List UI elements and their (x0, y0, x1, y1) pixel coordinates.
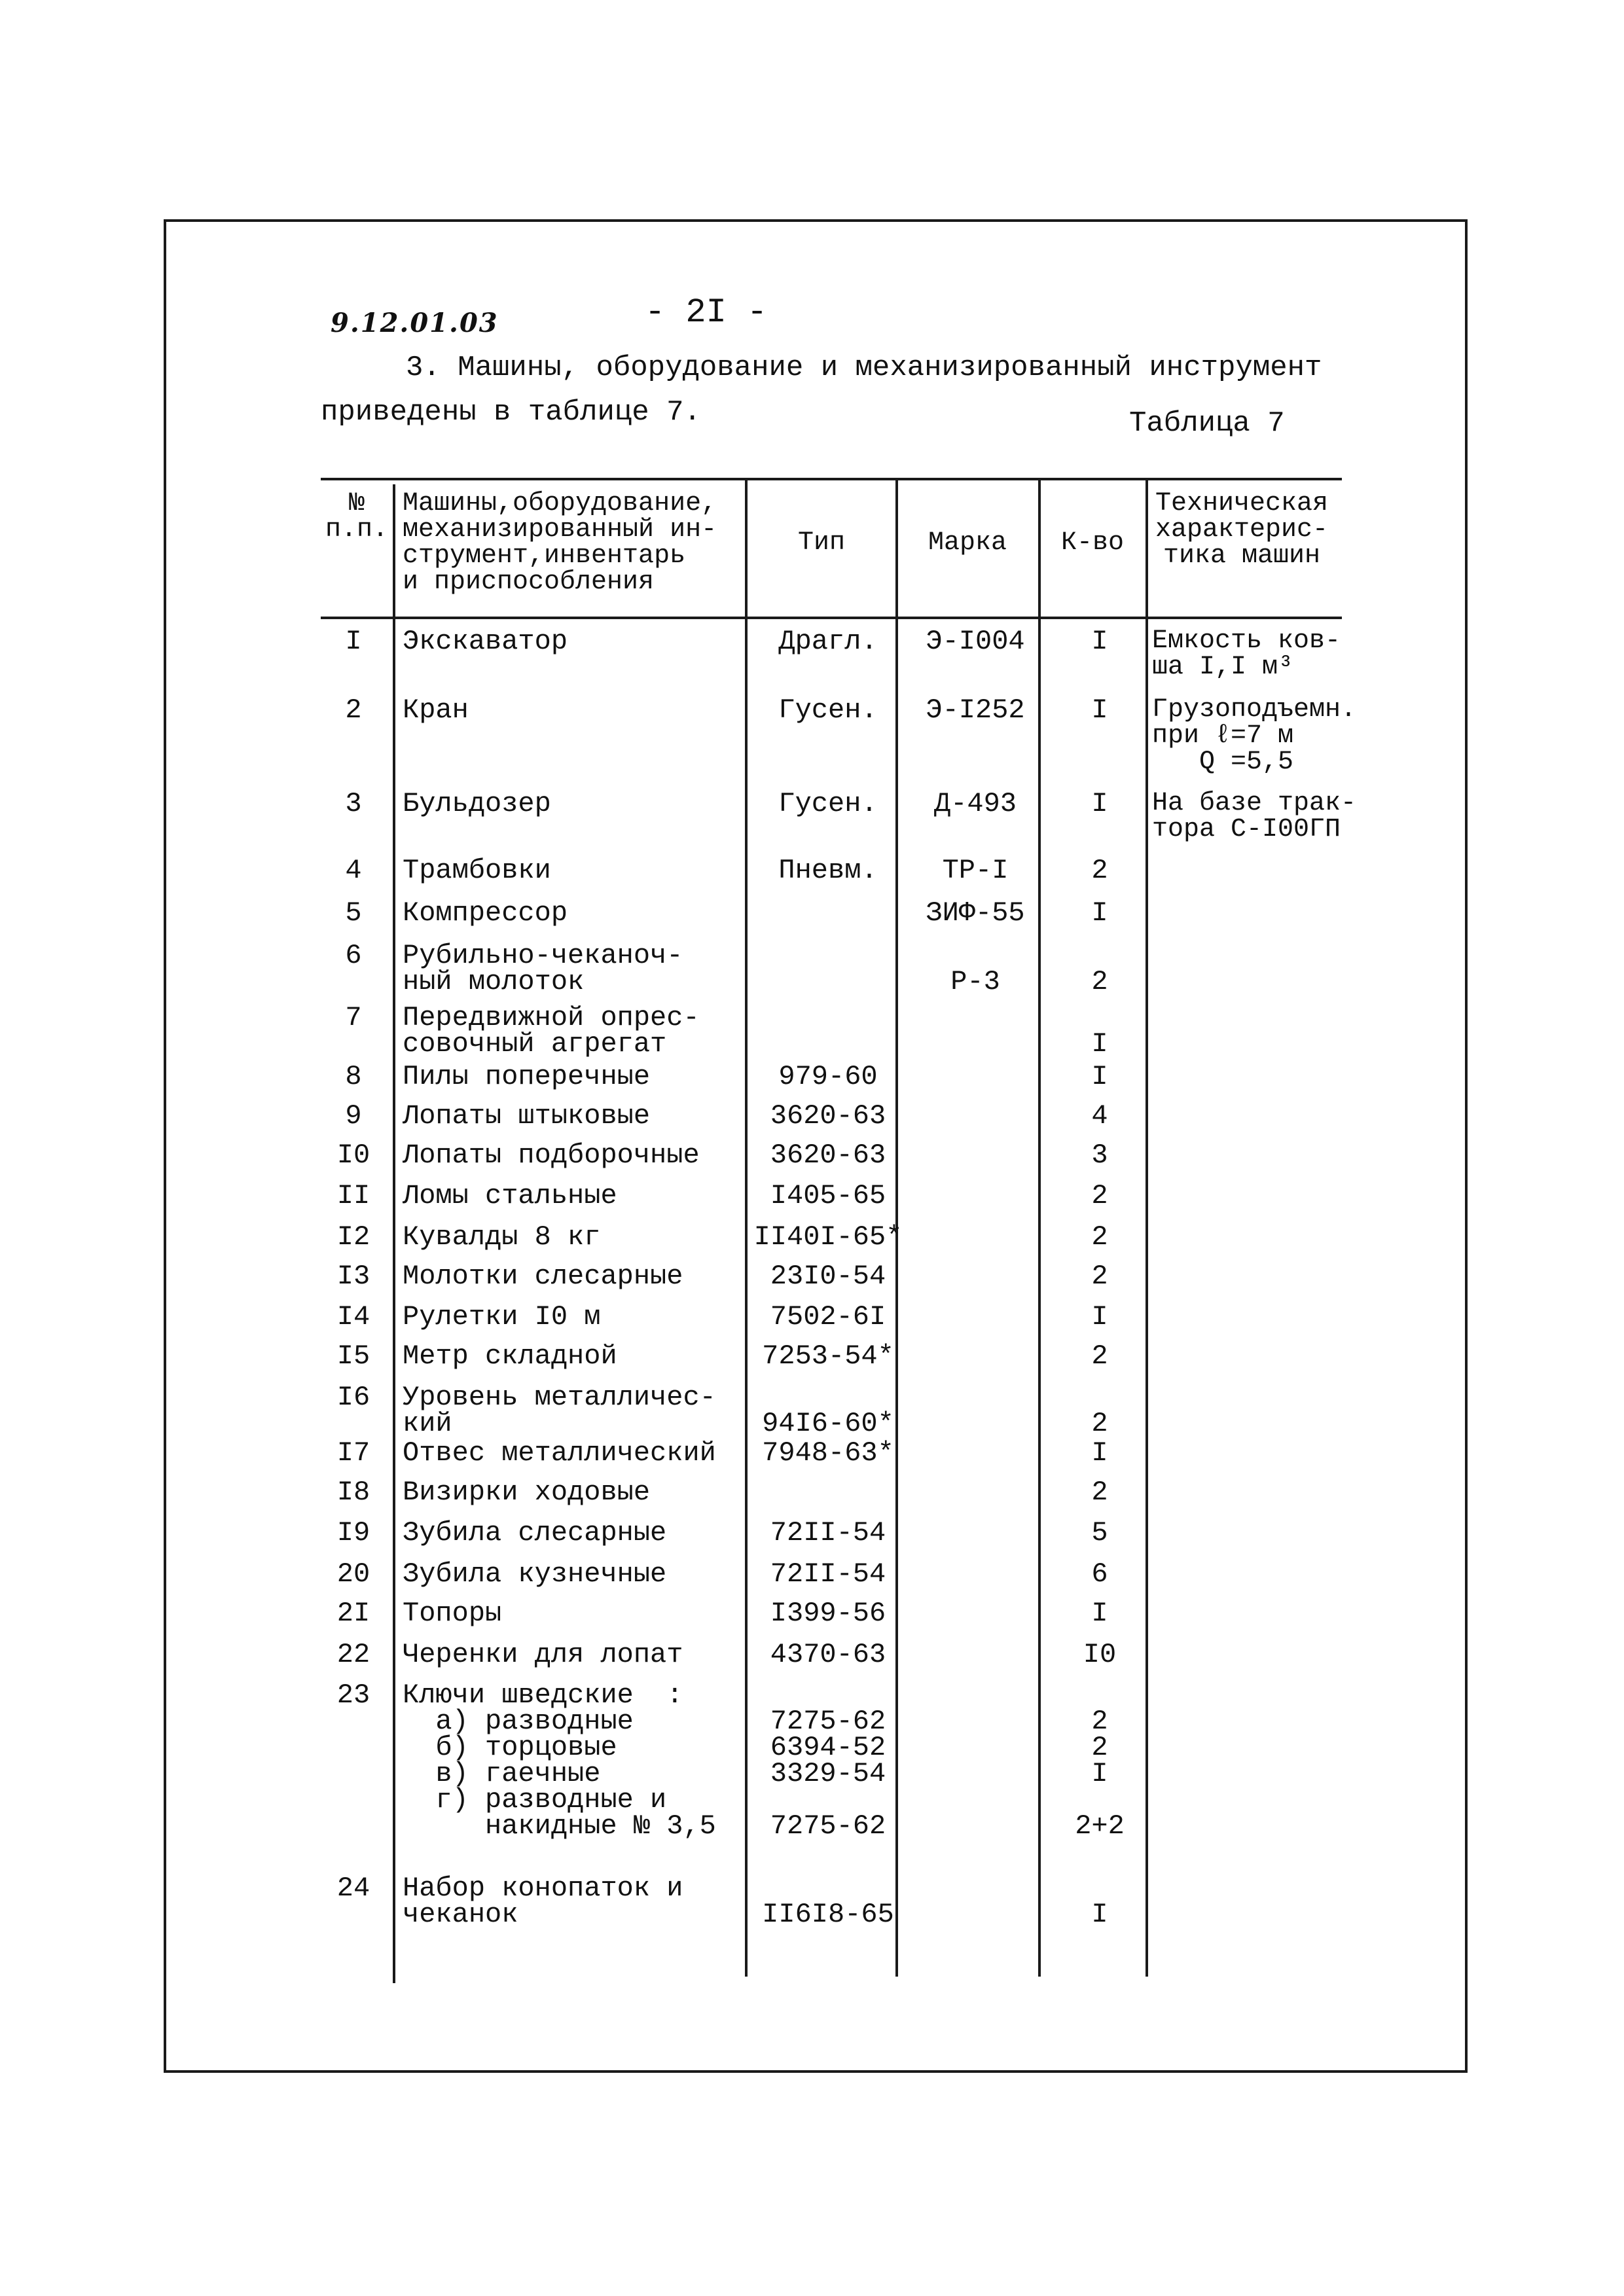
intro-line-2: приведены в таблице 7. (321, 396, 701, 429)
item-mark: ТР-I (942, 855, 1009, 886)
item-type: Драгл. (778, 626, 878, 657)
item-type: I399-56 (770, 1598, 886, 1629)
item-name: Лопаты подборочные (403, 1139, 700, 1171)
item-type: I405-65 (770, 1180, 886, 1211)
item-mark: Э-I004 (926, 626, 1025, 657)
item-mark: Д-493 (933, 788, 1017, 819)
item-type: 7502-6I (770, 1301, 886, 1333)
item-quantity: 5 (1091, 1517, 1108, 1549)
item-name: Кран (403, 694, 469, 726)
item-quantity: 2 (1091, 1180, 1108, 1211)
item-type: Гусен. (778, 788, 878, 819)
row-number: 4 (345, 855, 362, 886)
item-quantity: 3 (1091, 1139, 1108, 1171)
item-type: 72II-54 (770, 1558, 886, 1590)
row-number: I3 (336, 1261, 370, 1292)
item-name: Компрессор (403, 897, 568, 929)
item-type: 979-60 (778, 1061, 878, 1092)
row-number: 3 (345, 788, 362, 819)
header-tech: Техническая характерис- тика машин (1155, 489, 1329, 571)
item-name: Бульдозер (403, 788, 551, 819)
item-quantity: 2 (1091, 855, 1108, 886)
item-name: Молотки слесарные (403, 1261, 683, 1292)
item-quantity: I (1091, 1598, 1108, 1629)
item-type: 72II-54 (770, 1517, 886, 1549)
row-number: 24 (336, 1873, 370, 1904)
document-code: 9.12.01.03 (331, 308, 499, 338)
item-name: Топоры (403, 1598, 502, 1629)
item-quantity: I (1091, 1301, 1108, 1333)
item-name: Рубильно-чеканоч- ный молоток (403, 940, 683, 997)
row-number: 2I (336, 1598, 370, 1629)
item-quantity: I0 (1083, 1639, 1117, 1670)
column-rule (393, 484, 395, 1983)
header-num: № п.п. (325, 489, 388, 545)
item-mark: ЗИФ-55 (926, 897, 1025, 929)
item-quantity: I (1091, 1028, 1108, 1060)
row-number: 6 (345, 940, 362, 971)
row-number: I6 (336, 1382, 370, 1413)
row-number: 7 (345, 1002, 362, 1033)
row-number: I0 (336, 1139, 370, 1171)
item-name: Уровень металличес- кий (403, 1382, 716, 1439)
row-number: I9 (336, 1517, 370, 1549)
item-type: 7948-63* (762, 1437, 894, 1469)
item-quantity: I (1091, 1899, 1108, 1930)
item-type: 4370-63 (770, 1639, 886, 1670)
item-type: 7275-62 6394-52 3329-54 7275-62 (770, 1706, 886, 1842)
item-name: Кувалды 8 кг (403, 1221, 601, 1253)
item-type: II40I-65* (753, 1221, 903, 1253)
intro-line-1: 3. Машины, оборудование и механизированный инструмент (406, 351, 1322, 384)
row-number: 20 (336, 1558, 370, 1590)
item-tech-spec: Грузоподъемн. при ℓ=7 м Q =5,5 (1152, 695, 1357, 777)
row-number: I5 (336, 1340, 370, 1372)
item-quantity: I (1091, 1061, 1108, 1092)
item-quantity: 2 (1091, 966, 1108, 997)
table-caption: Таблица 7 (1129, 407, 1285, 440)
item-type: 23I0-54 (770, 1261, 886, 1292)
item-quantity: 2 (1091, 1340, 1108, 1372)
item-name: Черенки для лопат (403, 1639, 683, 1670)
item-quantity: I (1091, 694, 1108, 726)
item-type: 7253-54* (762, 1340, 894, 1372)
row-number: I7 (336, 1437, 370, 1469)
item-type: Пневм. (778, 855, 878, 886)
header-mark: Марка (928, 528, 1007, 558)
item-type: 94I6-60* (762, 1408, 894, 1439)
row-number: 8 (345, 1061, 362, 1092)
item-quantity: I (1091, 788, 1108, 819)
item-name: Ломы стальные (403, 1180, 617, 1211)
header-type: Тип (797, 528, 845, 558)
item-name: Набор конопаток и чеканок (403, 1873, 683, 1930)
row-number: 9 (345, 1100, 362, 1132)
item-tech-spec: Емкость ков- ша I,I м³ (1152, 626, 1341, 682)
item-quantity: 6 (1091, 1558, 1108, 1590)
item-name: Лопаты штыковые (403, 1100, 651, 1132)
item-name: Экскаватор (403, 626, 568, 657)
item-name: Метр складной (403, 1340, 617, 1372)
item-quantity: 2 2 I 2+2 (1075, 1706, 1125, 1842)
row-number: II (336, 1180, 370, 1211)
item-mark: Э-I252 (926, 694, 1025, 726)
item-name: Визирки ходовые (403, 1477, 651, 1508)
row-number: I4 (336, 1301, 370, 1333)
item-tech-spec: На базе трак- тора С-I00ГП (1152, 789, 1357, 844)
header-name: Машины,оборудование, механизированный ин- струмент,инвентарь и приспособления (403, 489, 717, 597)
item-quantity: 4 (1091, 1100, 1108, 1132)
item-type: 3620-63 (770, 1139, 886, 1171)
item-name: Рулетки I0 м (403, 1301, 601, 1333)
row-number: 5 (345, 897, 362, 929)
item-name: Отвес металлический (403, 1437, 716, 1469)
item-name: Передвижной опрес- совочный агрегат (403, 1002, 700, 1060)
item-quantity: 2 (1091, 1261, 1108, 1292)
page-number: - 2I - (645, 293, 768, 332)
item-name: Зубила кузнечные (403, 1558, 667, 1590)
item-quantity: I (1091, 897, 1108, 929)
row-number: I2 (336, 1221, 370, 1253)
equipment-table (321, 478, 1357, 1983)
item-quantity: 2 (1091, 1221, 1108, 1253)
item-name: Зубила слесарные (403, 1517, 667, 1549)
table-top-rule (321, 478, 1342, 480)
row-number: 2 (345, 694, 362, 726)
item-quantity: I (1091, 1437, 1108, 1469)
header-qty: К-во (1060, 528, 1124, 558)
item-type: 3620-63 (770, 1100, 886, 1132)
item-mark: Р-3 (950, 966, 1000, 997)
item-name: Трамбовки (403, 855, 551, 886)
item-type: Гусен. (778, 694, 878, 726)
row-number: 23 (336, 1679, 370, 1711)
item-name: Пилы поперечные (403, 1061, 651, 1092)
item-quantity: I (1091, 626, 1108, 657)
row-number: I (345, 626, 362, 657)
item-quantity: 2 (1091, 1408, 1108, 1439)
item-type: II6I8-65 (762, 1899, 894, 1930)
row-number: I8 (336, 1477, 370, 1508)
item-name: Ключи шведские : а) разводные б) торцовые в) гаечные г) разводные и накидные № 3,5 (403, 1679, 716, 1842)
header-bottom-rule (321, 617, 1342, 619)
item-quantity: 2 (1091, 1477, 1108, 1508)
row-number: 22 (336, 1639, 370, 1670)
